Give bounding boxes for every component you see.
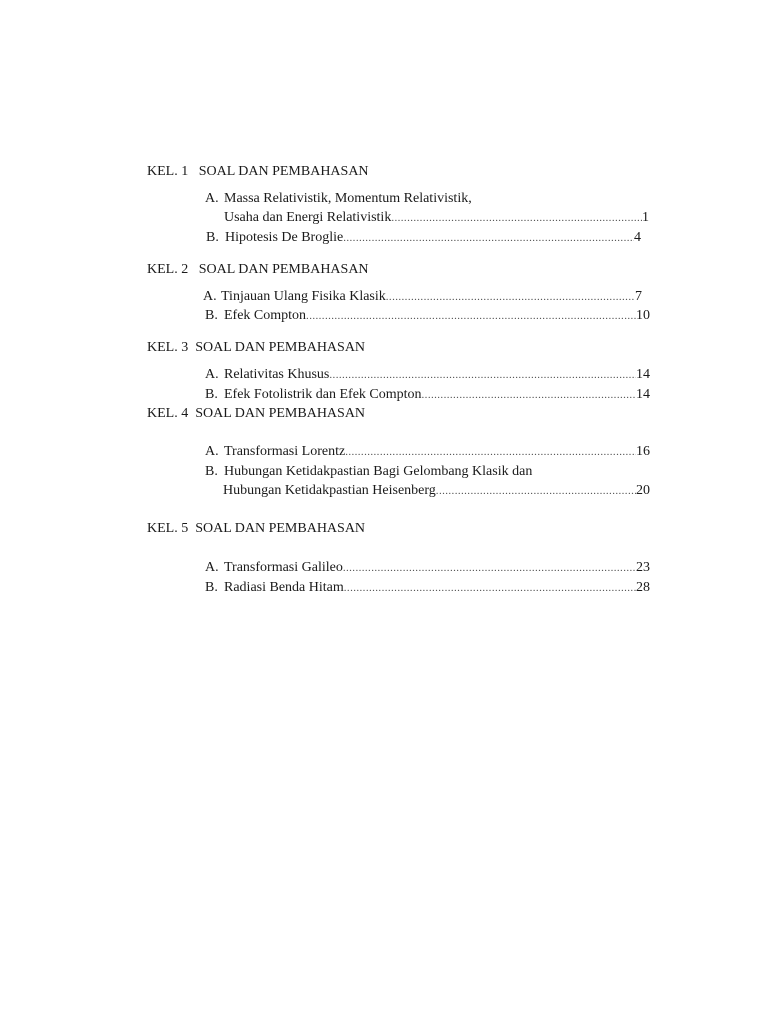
entry-letter: B. <box>205 464 218 479</box>
toc-entry <box>0 464 768 482</box>
toc-entry <box>0 289 768 307</box>
entry-letter: A. <box>205 191 219 206</box>
dot-leader <box>344 580 636 596</box>
entry-title: Hipotesis De Broglie <box>225 230 344 245</box>
page-number: 10 <box>636 308 650 323</box>
dot-leader <box>343 230 634 246</box>
toc-line <box>221 289 642 305</box>
dot-leader <box>306 308 636 324</box>
toc-entry <box>0 387 768 405</box>
dot-leader <box>436 483 636 499</box>
entry-title: Transformasi Galileo <box>224 560 343 575</box>
toc-line <box>224 444 650 460</box>
toc-line <box>224 560 650 576</box>
page-number: 7 <box>635 289 642 304</box>
entry-letter: B. <box>205 308 218 323</box>
page-number: 14 <box>636 367 650 382</box>
entry-title: Massa Relativistik, Momentum Relativistik, <box>224 191 472 206</box>
toc-line <box>223 483 650 499</box>
toc-entry <box>0 580 768 598</box>
entry-letter: A. <box>205 367 219 382</box>
toc-line <box>224 308 650 324</box>
page-number: 28 <box>636 580 650 595</box>
entry-letter: A. <box>205 444 219 459</box>
dot-leader <box>422 387 636 403</box>
entry-title: Radiasi Benda Hitam <box>224 580 344 595</box>
entry-letter: B. <box>206 230 219 245</box>
entry-letter: A. <box>203 289 217 304</box>
entry-title: Usaha dan Energi Relativistik <box>224 210 392 225</box>
group-title: KEL. 1 SOAL DAN PEMBAHASAN <box>147 164 369 179</box>
toc-entry <box>0 560 768 578</box>
dot-leader <box>329 367 636 383</box>
toc-line <box>224 210 649 226</box>
toc-entry <box>0 230 768 248</box>
dot-leader <box>343 560 636 576</box>
page-number: 23 <box>636 560 650 575</box>
page-number: 16 <box>636 444 650 459</box>
toc-entry <box>0 444 768 462</box>
toc-entry-continuation <box>0 210 768 228</box>
entry-letter: A. <box>205 560 219 575</box>
toc-entry <box>0 308 768 326</box>
dot-leader <box>386 289 635 305</box>
entry-title: Relativitas Khusus <box>224 367 330 382</box>
toc-entry <box>0 191 768 209</box>
entry-title: Efek Fotolistrik dan Efek Compton <box>224 387 422 402</box>
toc-line <box>224 367 650 383</box>
entry-letter: B. <box>205 580 218 595</box>
toc-line <box>224 580 650 596</box>
toc-line <box>224 387 650 403</box>
dot-leader <box>345 444 636 460</box>
group-title: KEL. 3 SOAL DAN PEMBAHASAN <box>147 340 366 355</box>
entry-title: Efek Compton <box>224 308 307 323</box>
toc-entry-continuation <box>0 483 768 501</box>
dot-leader <box>391 210 642 226</box>
entry-title: Transformasi Lorentz <box>224 444 346 459</box>
page-number: 20 <box>636 483 650 498</box>
entry-title: Hubungan Ketidakpastian Bagi Gelombang Klasik dan <box>224 464 533 479</box>
group-title: KEL. 4 SOAL DAN PEMBAHASAN <box>147 406 366 421</box>
entry-title: Hubungan Ketidakpastian Heisenberg <box>223 483 436 498</box>
page-number: 1 <box>642 210 649 225</box>
group-title: KEL. 2 SOAL DAN PEMBAHASAN <box>147 262 369 277</box>
toc-line <box>225 230 641 246</box>
entry-letter: B. <box>205 387 218 402</box>
page-number: 14 <box>636 387 650 402</box>
toc-entry <box>0 367 768 385</box>
group-title: KEL. 5 SOAL DAN PEMBAHASAN <box>147 521 366 536</box>
entry-title: Tinjauan Ulang Fisika Klasik <box>221 289 386 304</box>
page-number: 4 <box>634 230 641 245</box>
